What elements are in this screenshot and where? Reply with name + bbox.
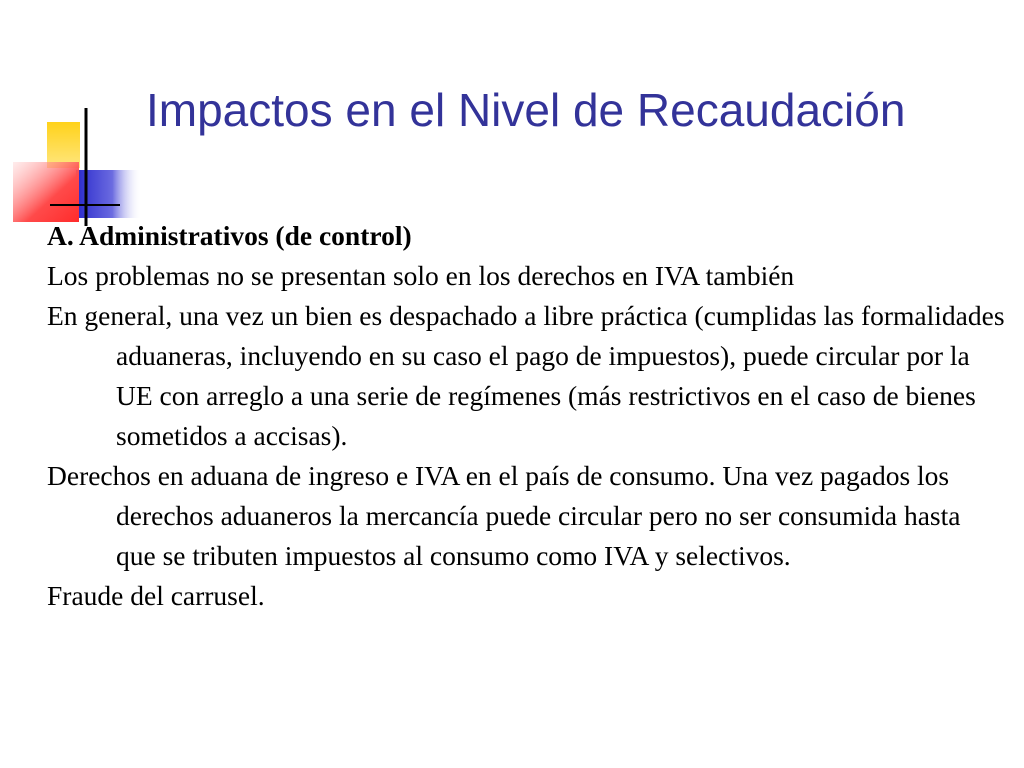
body-paragraph: En general, una vez un bien es despachado a libre práctica (cumplidas las formalidades aduaneras, incluyendo en su caso el pago de impuestos), puede circular por la UE con arreglo a una serie de regímenes (más restrictivos en el caso de bienes sometidos a accisas). [47, 300, 1005, 451]
slide-body [47, 216, 1007, 616]
section-heading: A. Administrativos (de control) [47, 220, 412, 251]
decorative-squares-logo [0, 0, 150, 230]
body-paragraph: Los problemas no se presentan solo en los derechos en IVA también [47, 260, 795, 291]
body-paragraph: Fraude del carrusel. [47, 580, 265, 611]
slide-title: Impactos en el Nivel de Recaudación [146, 84, 906, 136]
body-paragraph: Derechos en aduana de ingreso e IVA en el país de consumo. Una vez pagados los derechos aduaneros la mercancía puede circular pero no ser consumida hasta que se tributen impuestos al consumo como IVA y selectivos. [47, 460, 961, 571]
